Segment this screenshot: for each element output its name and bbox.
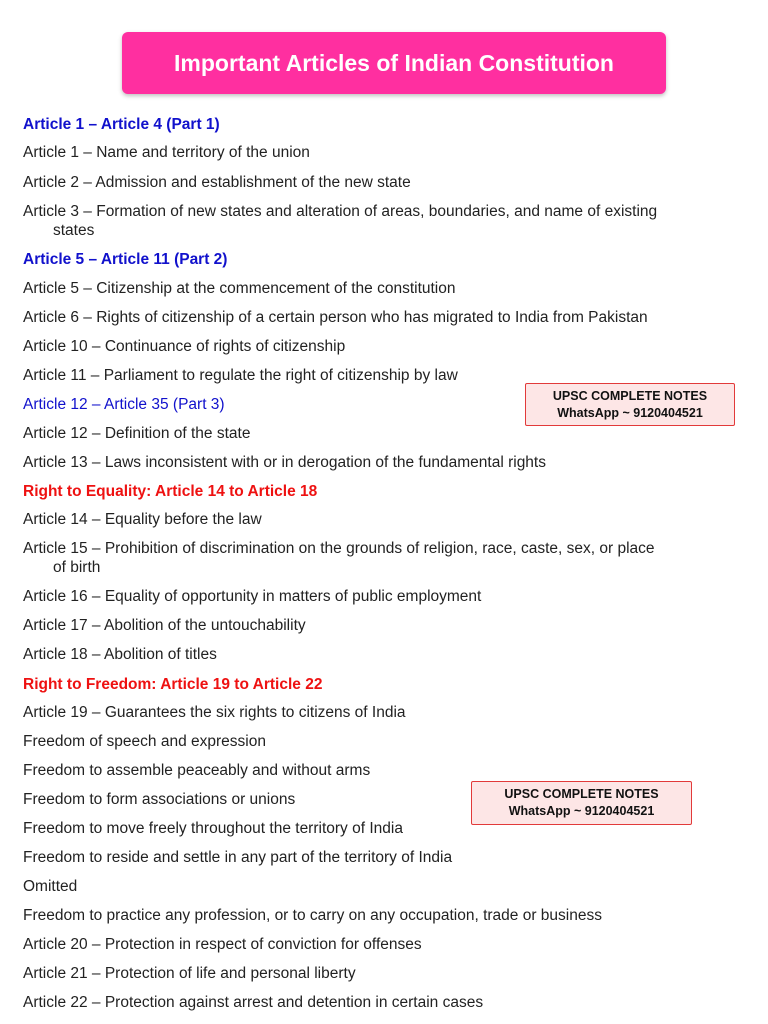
list-item: Article 22 – Protection against arrest and detention in certain cases xyxy=(23,994,484,1011)
upsc-notes-badge xyxy=(525,383,735,426)
list-item-continuation: states xyxy=(53,222,95,239)
list-item: Article 21 – Protection of life and personal liberty xyxy=(23,965,356,982)
title-banner xyxy=(122,32,666,94)
section-heading-part-1: Article 1 – Article 4 (Part 1) xyxy=(23,116,220,133)
list-item: Article 2 – Admission and establishment of the new state xyxy=(23,174,411,191)
list-item: Freedom to assemble peaceably and without arms xyxy=(23,762,371,779)
upsc-notes-whatsapp: WhatsApp ~ 9120404521 xyxy=(508,804,655,818)
list-item: Article 13 – Laws inconsistent with or in derogation of the fundamental rights xyxy=(23,454,546,471)
list-item: Omitted xyxy=(23,878,78,895)
list-item: Freedom of speech and expression xyxy=(23,733,266,750)
list-item: Article 6 – Rights of citizenship of a certain person who has migrated to India from Pakistan xyxy=(23,309,648,326)
upsc-notes-whatsapp: WhatsApp ~ 9120404521 xyxy=(557,406,703,420)
list-item: Article 1 – Name and territory of the union xyxy=(23,144,310,161)
list-item: Article 12 – Definition of the state xyxy=(23,425,251,442)
upsc-notes-title: UPSC COMPLETE NOTES xyxy=(504,787,659,801)
list-item: Article 16 – Equality of opportunity in matters of public employment xyxy=(23,588,482,605)
upsc-notes-title: UPSC COMPLETE NOTES xyxy=(552,389,708,403)
section-heading-equality: Right to Equality: Article 14 to Article 18 xyxy=(23,483,318,500)
section-heading-part-3: Article 12 – Article 35 (Part 3) xyxy=(23,396,225,413)
list-item: Freedom to form associations or unions xyxy=(23,791,296,808)
list-item xyxy=(23,202,723,240)
page-title: Important Articles of Indian Constitution xyxy=(174,49,614,76)
list-item: Article 19 – Guarantees the six rights to citizens of India xyxy=(23,704,406,721)
list-item: Freedom to practice any profession, or to carry on any occupation, trade or business xyxy=(23,907,602,924)
list-item: Article 14 – Equality before the law xyxy=(23,511,262,528)
list-item: Freedom to reside and settle in any part of the territory of India xyxy=(23,849,453,866)
list-item: Article 18 – Abolition of titles xyxy=(23,646,217,663)
list-item: Article 10 – Continuance of rights of citizenship xyxy=(23,338,346,355)
list-item: Article 11 – Parliament to regulate the right of citizenship by law xyxy=(23,367,458,384)
list-item: Freedom to move freely throughout the territory of India xyxy=(23,820,403,837)
list-item: Article 20 – Protection in respect of conviction for offenses xyxy=(23,936,422,953)
list-item-text: Article 15 – Prohibition of discrimination on the grounds of religion, race, caste, sex, or place xyxy=(23,540,655,557)
section-heading-part-2: Article 5 – Article 11 (Part 2) xyxy=(23,251,228,268)
section-heading-freedom: Right to Freedom: Article 19 to Article 22 xyxy=(23,676,323,693)
list-item: Article 5 – Citizenship at the commencement of the constitution xyxy=(23,280,456,297)
upsc-notes-badge xyxy=(471,781,692,825)
list-item-text: Article 3 – Formation of new states and alteration of areas, boundaries, and name of existing xyxy=(23,203,658,220)
list-item-continuation: of birth xyxy=(53,559,101,576)
list-item: Article 17 – Abolition of the untouchability xyxy=(23,617,306,634)
list-item xyxy=(23,539,723,577)
